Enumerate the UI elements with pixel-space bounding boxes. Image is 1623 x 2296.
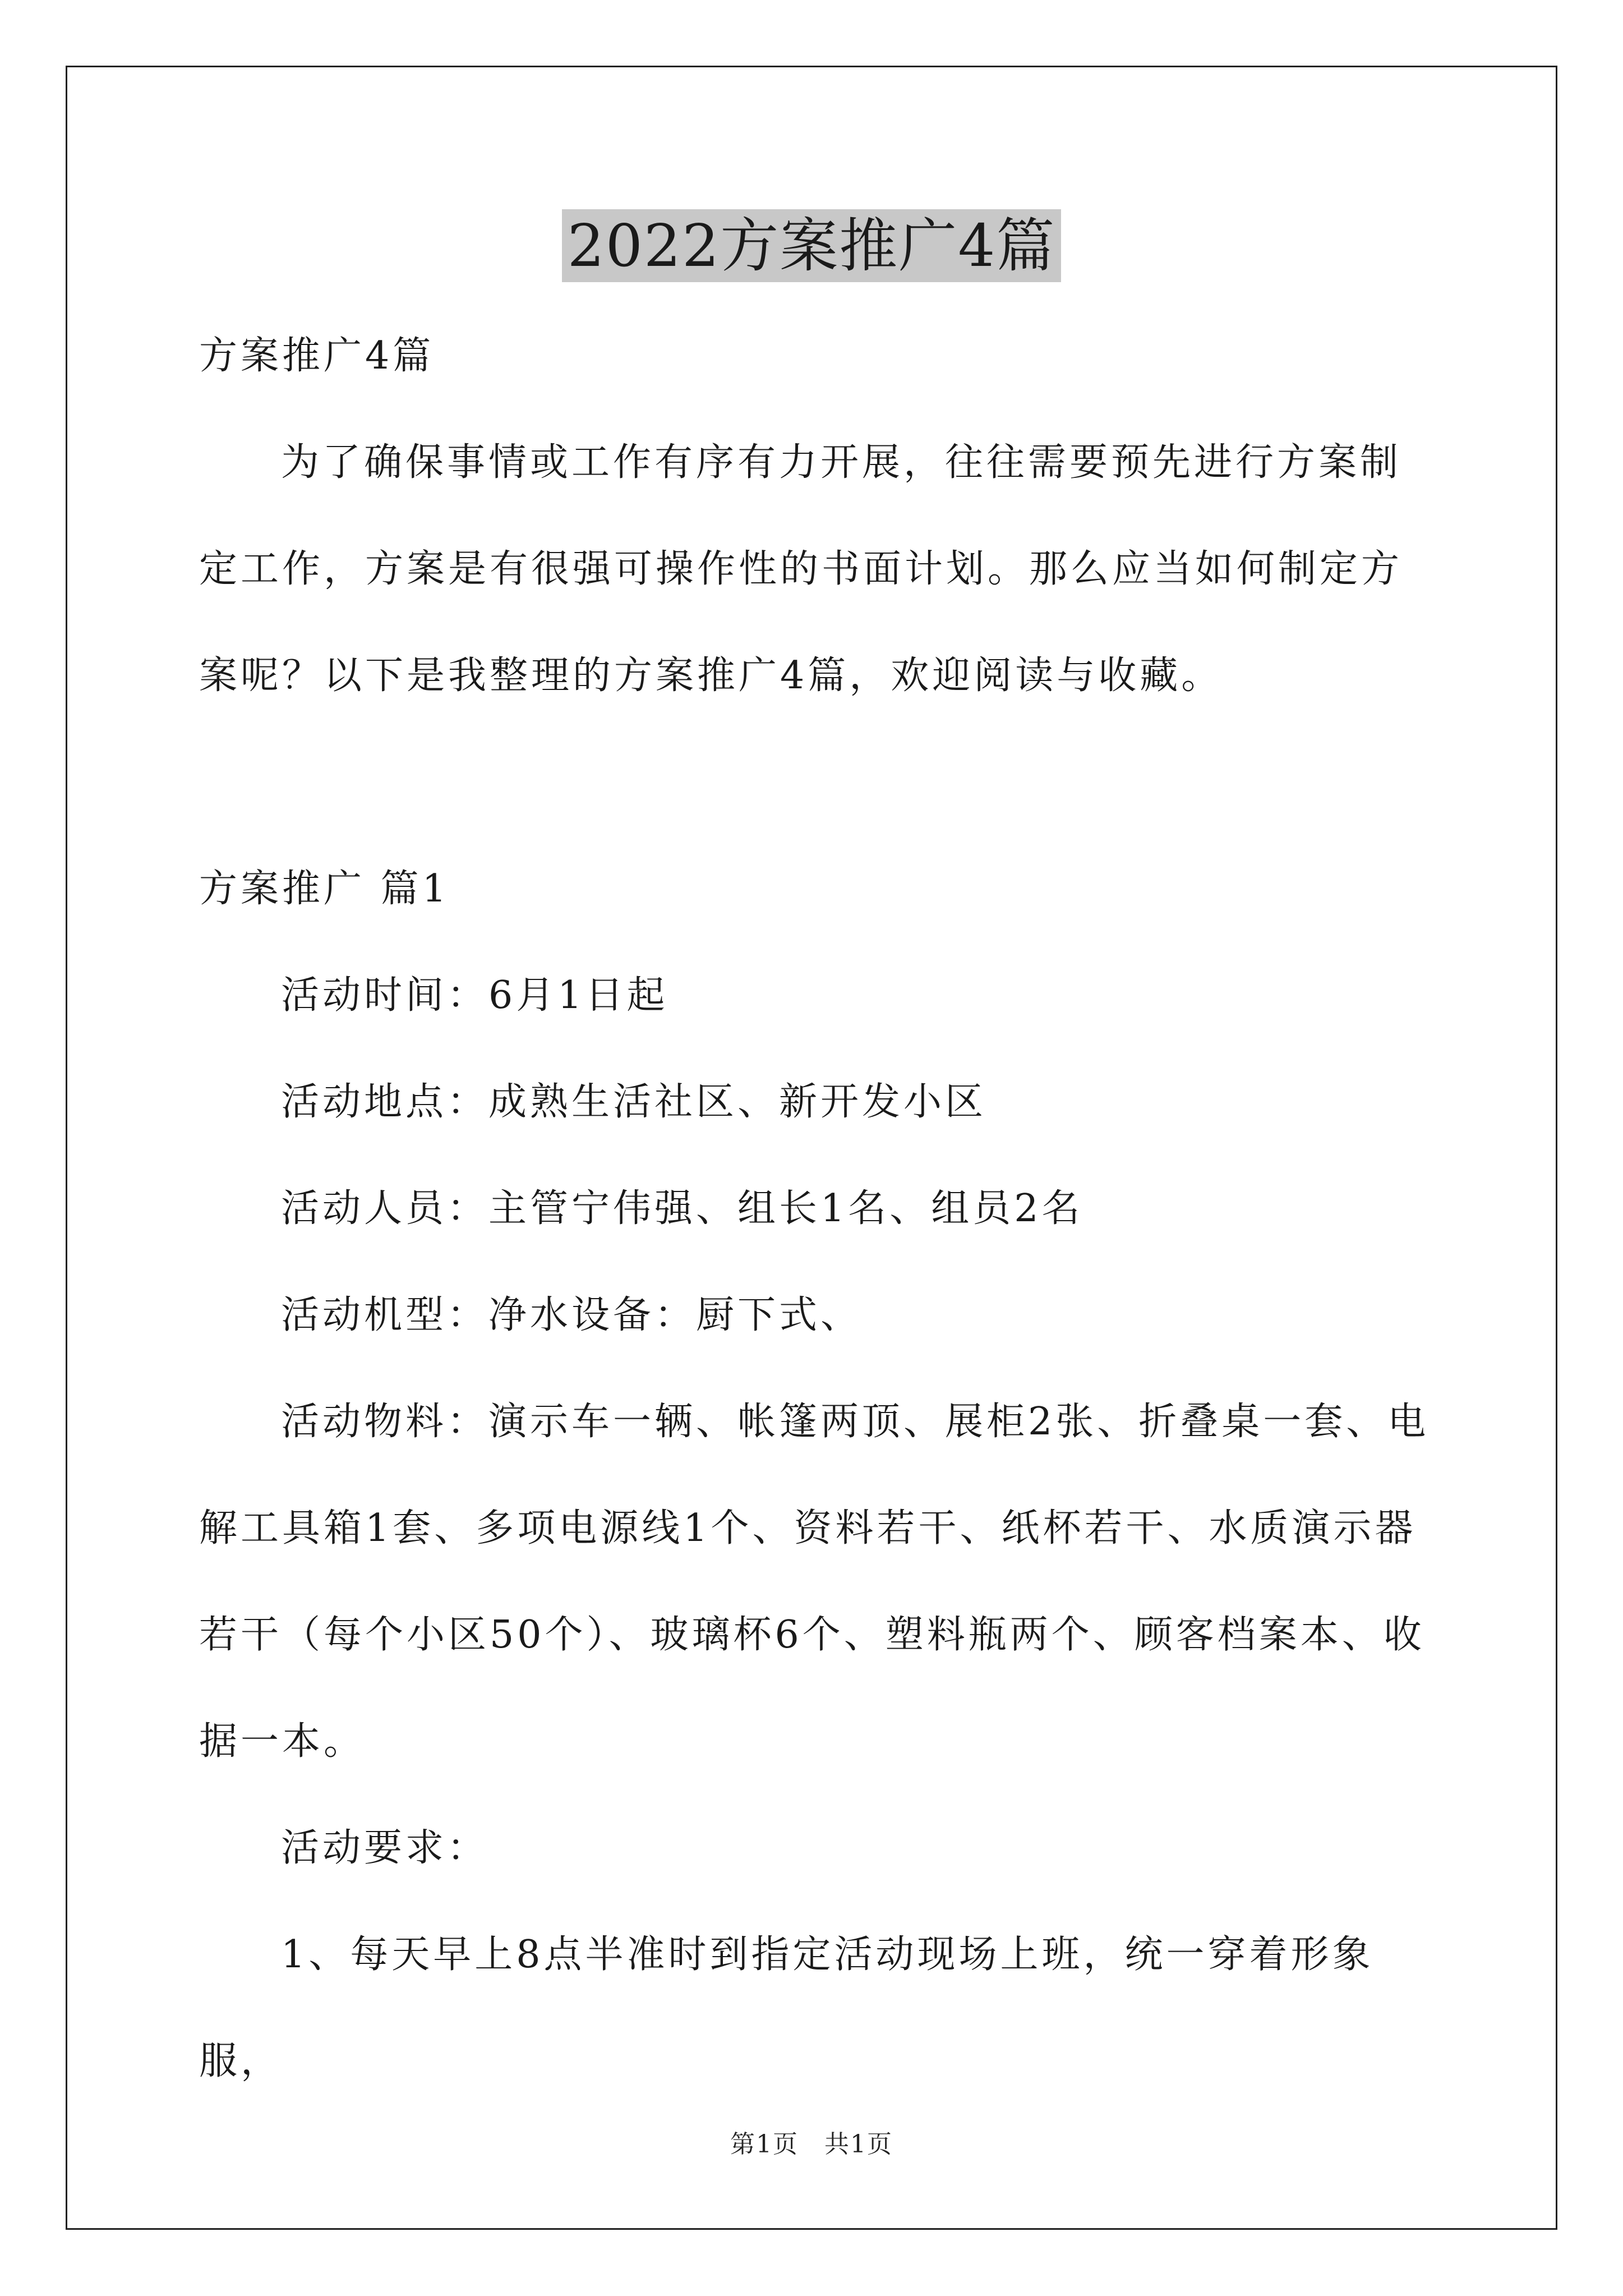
activity-materials: 活动物料：演示车一辆、帐篷两顶、展柜2张、折叠桌一套、电解工具箱1套、多项电源线1个、资料若干、纸杯若干、水质演示器若干（每个小区50个）、玻璃杯6个、塑料瓶两个、顾客档案本、收据一本。 [199,1400,1430,1764]
document-title-text: 2022方案推广4篇 [562,209,1062,282]
activity-requirements: 活动要求： [281,1826,489,1870]
activity-time: 活动时间：6月1日起 [281,973,668,1018]
activity-location: 活动地点：成熟生活社区、新开发小区 [281,1080,987,1124]
intro-paragraph: 为了确保事情或工作有序有力开展，往往需要预先进行方案制定工作，方案是有很强可操作性的书面计划。那么应当如何制定方案呢？以下是我整理的方案推广4篇，欢迎阅读与收藏。 [199,440,1403,698]
activity-staff: 活动人员：主管宁伟强、组长1名、组员2名 [281,1186,1083,1231]
requirement-item-1: 1、每天早上8点半准时到指定活动现场上班，统一穿着形象服， [199,1932,1374,2083]
paragraph-gap [199,729,1433,836]
page-number: 第1页 共1页 [730,2130,893,2159]
section-heading: 方案推广 篇1 [199,867,450,911]
document-body [199,303,1433,2115]
document-subtitle: 方案推广4篇 [199,334,435,378]
activity-models: 活动机型：净水设备：厨下式、 [281,1293,863,1337]
document-title [0,206,1623,285]
